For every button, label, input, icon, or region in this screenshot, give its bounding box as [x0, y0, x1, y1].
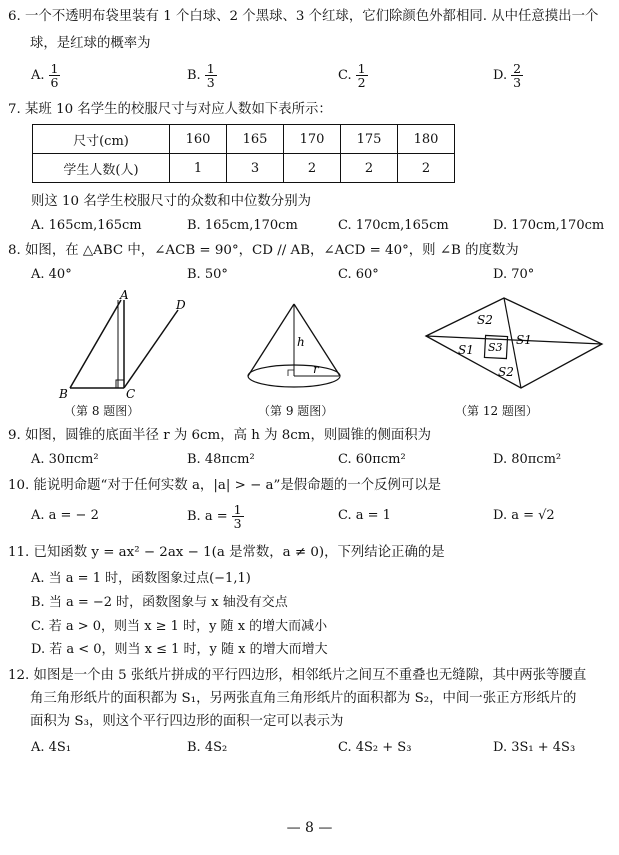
q8-option-c: C. 60° [338, 267, 379, 282]
table-cell: 学生人数(人) [33, 154, 170, 183]
table-row [33, 125, 455, 154]
q7-option-b: B. 165cm,170cm [187, 218, 298, 233]
table-cell: 175 [341, 125, 398, 154]
q9-option-a: A. 30πcm² [31, 452, 99, 467]
figure-9-cone [240, 298, 350, 398]
label-b: B [59, 387, 68, 401]
q11-stem: 11. 已知函数 y = ax² − 2ax − 1(a 是常数，a ≠ 0)，下列结论正确的是 [8, 545, 445, 560]
q12-stem-line3: 面积为 S₃，则这个平行四边形的面积一定可以表示为 [30, 714, 344, 729]
q6-option-b: B. $\frac{1}{3}$ [187, 61, 215, 90]
table-cell: 2 [341, 154, 398, 183]
figure-12-caption: （第 12 题图） [455, 404, 538, 418]
page-number: — 8 — [286, 820, 333, 836]
label-c: C [126, 387, 136, 401]
q11-option-d: D. 若 a < 0，则当 x ≤ 1 时，y 随 x 的增大而增大 [31, 642, 328, 657]
q9-stem: 9. 如图，圆锥的底面半径 r 为 6cm，高 h 为 8cm，则圆锥的侧面积为 [8, 428, 432, 443]
table-cell: 1 [170, 154, 227, 183]
table-cell: 3 [227, 154, 284, 183]
label-a: A [120, 288, 129, 302]
q12-option-a: A. 4S₁ [31, 740, 72, 755]
q8-option-a: A. 40° [31, 267, 72, 282]
label-s2-top: S2 [477, 313, 493, 327]
table-cell: 160 [170, 125, 227, 154]
q10-option-a: A. a = − 2 [31, 508, 99, 523]
q11-option-c: C. 若 a > 0，则当 x ≥ 1 时，y 随 x 的增大而减小 [31, 619, 328, 634]
q9-option-d: D. 80πcm² [493, 452, 562, 467]
q12-option-b: B. 4S₂ [187, 740, 228, 755]
label-h: h [297, 335, 305, 349]
q10-option-d: D. a = √2 [493, 508, 555, 523]
q8-stem: 8. 如图，在 △ABC 中，∠ACB = 90°，CD // AB，∠ACD = 40°，则 ∠B 的度数为 [8, 243, 519, 258]
q7-option-c: C. 170cm,165cm [338, 218, 449, 233]
q9-option-c: C. 60πcm² [338, 452, 406, 467]
q10-option-c: C. a = 1 [338, 508, 391, 523]
q12-stem-line1: 12. 如图是一个由 5 张纸片拼成的平行四边形，相邻纸片之间互不重叠也无缝隙，其中两张等腰直 [8, 668, 587, 683]
q7-option-d: D. 170cm,170cm [493, 218, 605, 233]
table-cell: 165 [227, 125, 284, 154]
label-d: D [176, 298, 186, 312]
label-r: r [313, 362, 319, 376]
q6-option-c: C. $\frac{1}{2}$ [338, 61, 366, 90]
q10-stem: 10. 能说明命题“对于任何实数 a，|a| > − a”是假命题的一个反例可以是 [8, 478, 442, 493]
q6-stem-line2: 球，是红球的概率为 [30, 36, 151, 51]
table-cell: 180 [398, 125, 455, 154]
figure-12-parallelogram [418, 292, 618, 402]
q6-option-a: A. $\frac{1}{6}$ [31, 61, 59, 90]
q8-option-b: B. 50° [187, 267, 228, 282]
q7-size-table [32, 124, 455, 183]
q6-option-d: D. $\frac{2}{3}$ [493, 61, 522, 90]
q7-question: 则这 10 名学生校服尺寸的众数和中位数分别为 [31, 194, 311, 209]
q10-option-b: B. a = $\frac{1}{3}$ [187, 502, 242, 531]
q11-option-b: B. 当 a = −2 时，函数图象与 x 轴没有交点 [31, 595, 288, 610]
label-s1-right: S1 [516, 333, 532, 347]
q7-option-a: A. 165cm,165cm [31, 218, 142, 233]
q12-stem-line2: 角三角形纸片的面积都为 S₁，另两张直角三角形纸片的面积都为 S₂，中间一张正方形纸片的 [30, 691, 577, 706]
q11-option-a: A. 当 a = 1 时，函数图象过点(−1,1) [31, 571, 251, 586]
table-row [33, 154, 455, 183]
figure-8-triangle [40, 290, 200, 400]
label-s1-left: S1 [458, 343, 474, 357]
table-cell: 170 [284, 125, 341, 154]
q7-stem: 7. 某班 10 名学生的校服尺寸与对应人数如下表所示： [8, 102, 332, 117]
q12-option-c: C. 4S₂ + S₃ [338, 740, 412, 755]
figure-9-caption: （第 9 题图） [258, 404, 334, 418]
label-s3: S3 [488, 341, 503, 354]
q9-option-b: B. 48πcm² [187, 452, 255, 467]
table-cell: 2 [284, 154, 341, 183]
table-cell: 尺寸(cm) [33, 125, 170, 154]
q8-option-d: D. 70° [493, 267, 535, 282]
table-cell: 2 [398, 154, 455, 183]
label-s2-bottom: S2 [498, 365, 514, 379]
q12-option-d: D. 3S₁ + 4S₃ [493, 740, 576, 755]
q6-stem-line1: 6. 一个不透明布袋里装有 1 个白球、2 个黑球、3 个红球，它们除颜色外都相同. 从中任意摸出一个 [8, 9, 599, 24]
figure-8-caption: （第 8 题图） [64, 404, 140, 418]
